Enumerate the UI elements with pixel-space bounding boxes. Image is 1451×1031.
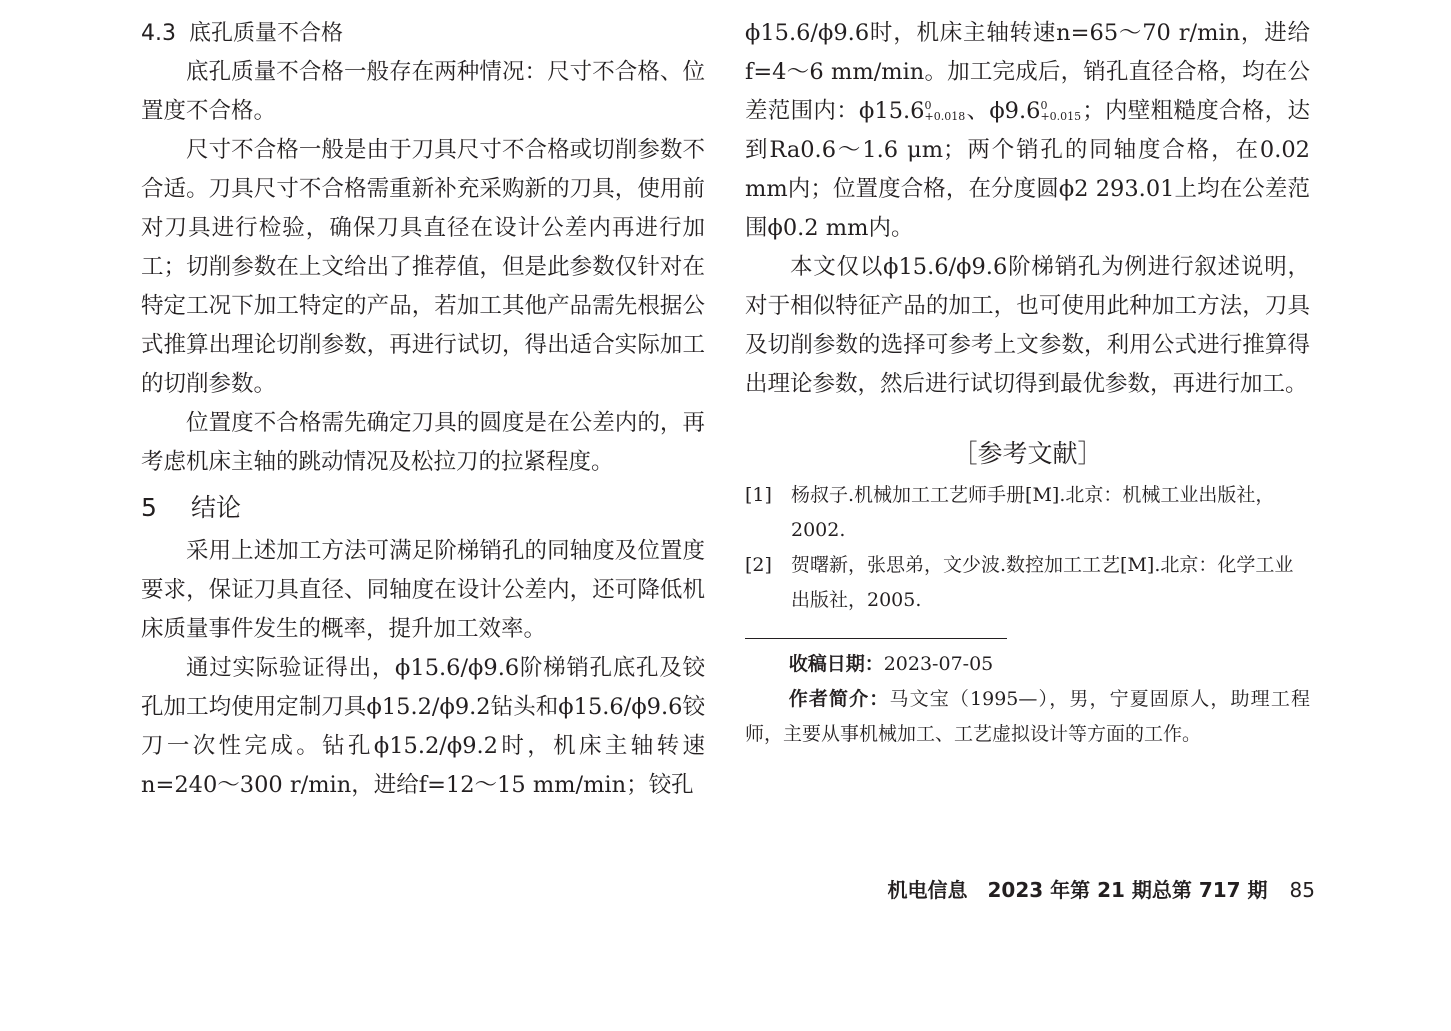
reference-item: [745, 548, 1310, 618]
received-value: 2023-07-05: [883, 653, 994, 675]
section-number: 5: [141, 493, 157, 522]
reference-number: [1]: [745, 484, 772, 506]
paragraph: 本文仅以ϕ15.6/ϕ9.6阶梯销孔为例进行叙述说明，对于相似特征产品的加工，也可使用此种加工方法，刀具及切削参数的选择可参考上文参数，利用公式进行推算得出理论参数，然后进行试切得到最优参数，再进行加工。: [745, 254, 1310, 397]
reference-number: [2]: [745, 554, 772, 576]
section-title: 结论: [191, 493, 242, 522]
paragraph: 底孔质量不合格一般存在两种情况：尺寸不合格、位置度不合格。: [141, 59, 705, 124]
reference-item: [745, 478, 1310, 548]
section-number: 4.3: [141, 21, 176, 46]
section-title: 底孔质量不合格: [189, 21, 344, 46]
left-column: [141, 14, 705, 805]
tolerance-upper: 0: [1040, 99, 1048, 112]
text-run: ；内壁粗糙度合格，达到Ra0.6～1.6 μm；两个销孔的同轴度合格，在0.02 mm内；位置度合格，在分度圆ϕ2 293.01上均在公差范围ϕ0.2 mm内。: [745, 98, 1310, 241]
paragraph: 位置度不合格需先确定刀具的圆度是在公差内的，再考虑机床主轴的跳动情况及松拉刀的拉紧程度。: [141, 410, 705, 475]
received-date: [745, 647, 1310, 682]
author-bio: [745, 682, 1310, 752]
journal-info: 机电信息 2023 年第 21 期总第 717 期: [887, 878, 1268, 902]
section-4-3-heading: [141, 14, 705, 53]
author-label: 作者简介：: [788, 688, 890, 710]
paragraph-continued: [745, 14, 1310, 248]
reference-text: 贺曙新，张思弟，文少波.数控加工工艺[M].北京：化学工业出版社，2005.: [791, 554, 1294, 611]
author-value: 马文宝（1995—），男，宁夏固原人，助理工程师，主要从事机械加工、工艺虚拟设计等方面的工作。: [745, 688, 1310, 745]
paragraph: 尺寸不合格一般是由于刀具尺寸不合格或切削参数不合适。刀具尺寸不合格需重新补充采购新的刀具，使用前对刀具进行检验，确保刀具直径在设计公差内再进行加工；切削参数在上文给出了推荐值，但是此参数仅针对在特定工况下加工特定的产品，若加工其他产品需先根据公式推算出理论切削参数，再进行试切，得出适合实际加工的切削参数。: [141, 137, 705, 397]
reference-text: 杨叔子.机械加工工艺师手册[M].北京：机械工业出版社，2002.: [791, 484, 1275, 541]
text-run: ϕ15.6/ϕ9.6时，机床主轴转速n=65～70 r/min，进给f=4～6 mm/min。加工完成后，销孔直径合格，均在公差范围内：ϕ15.6: [745, 20, 1310, 124]
tolerance: [1040, 100, 1081, 122]
paragraph: 通过实际验证得出，ϕ15.6/ϕ9.6阶梯销孔底孔及铰孔加工均使用定制刀具ϕ15.2/ϕ9.2钻头和ϕ15.6/ϕ9.6铰刀一次性完成。钻孔ϕ15.2/ϕ9.2时，机床主轴转速n=240～300 r/min，进给f=12～15 mm/min；铰孔: [141, 655, 705, 798]
text-run: 、ϕ9.6: [966, 98, 1041, 124]
paragraph: 采用上述加工方法可满足阶梯销孔的同轴度及位置度要求，保证刀具直径、同轴度在设计公差内，还可降低机床质量事件发生的概率，提升加工效率。: [141, 538, 705, 642]
tolerance-lower: +0.015: [1040, 110, 1082, 123]
references-heading: ［参考文献］: [952, 439, 1103, 468]
right-column: [745, 14, 1310, 752]
page-footer: [740, 872, 1315, 908]
page-number: 85: [1289, 878, 1315, 902]
received-label: 收稿日期：: [788, 653, 884, 675]
tolerance: [925, 100, 966, 122]
footnote-divider: [745, 638, 1007, 639]
tolerance-upper: 0: [924, 99, 932, 112]
section-5-heading: [141, 484, 705, 532]
tolerance-lower: +0.018: [924, 110, 966, 123]
